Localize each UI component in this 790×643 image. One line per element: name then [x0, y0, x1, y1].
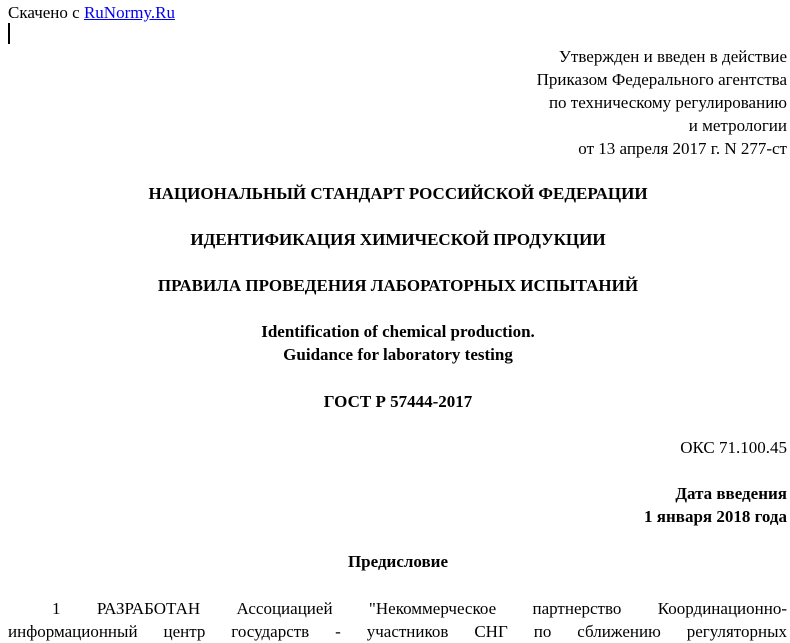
english-title-line-1: Identification of chemical production.: [261, 322, 535, 341]
paragraph-line: информационный центр государств - участников СНГ по сближению регуляторных: [8, 622, 787, 641]
introduction-date-value: 1 января 2018 года: [644, 507, 787, 526]
introduction-date-label: Дата введения: [675, 484, 787, 503]
foreword-paragraph: [8, 597, 787, 643]
source-link[interactable]: RuNormy.Ru: [83, 3, 175, 22]
document-subtitle: ПРАВИЛА ПРОВЕДЕНИЯ ЛАБОРАТОРНЫХ ИСПЫТАНИЙ: [157, 276, 639, 295]
approval-line: Приказом Федерального агентства: [536, 70, 787, 89]
paragraph-line: 1 РАЗРАБОТАН Ассоциацией "Некоммерческое партнерство Координационно-: [52, 599, 787, 618]
source-prefix: Скачено с: [8, 3, 80, 22]
approval-line: по техническому регулированию: [548, 93, 787, 112]
national-standard-title: НАЦИОНАЛЬНЫЙ СТАНДАРТ РОССИЙСКОЙ ФЕДЕРАЦИИ: [148, 184, 648, 203]
okc-code: ОКС 71.100.45: [680, 438, 787, 457]
approval-line: от 13 апреля 2017 г. N 277-ст: [578, 139, 787, 158]
text-cursor: [8, 23, 10, 44]
foreword-heading: Предисловие: [347, 552, 449, 571]
approval-block: [387, 45, 787, 160]
english-title-line-2: Guidance for laboratory testing: [283, 345, 513, 364]
document-title: ИДЕНТИФИКАЦИЯ ХИМИЧЕСКОЙ ПРОДУКЦИИ: [190, 230, 606, 249]
introduction-date-block: [644, 482, 787, 528]
standard-code: ГОСТ Р 57444-2017: [323, 392, 473, 411]
approval-line: и метрологии: [688, 116, 787, 135]
source-line: [8, 1, 175, 24]
approval-line: Утвержден и введен в действие: [558, 47, 787, 66]
